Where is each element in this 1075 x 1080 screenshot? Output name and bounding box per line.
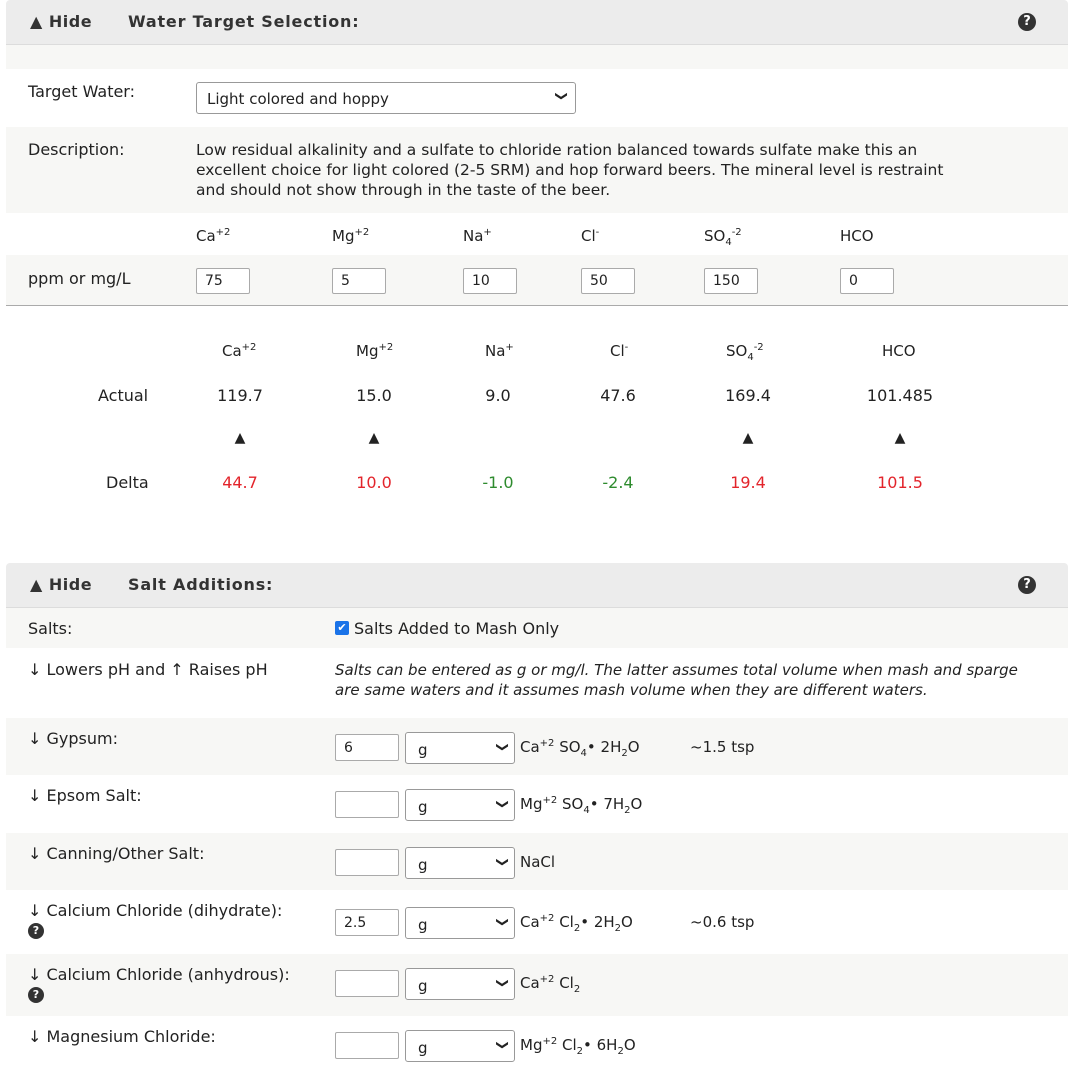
salt-label-text: ↓ Calcium Chloride (dihydrate): — [28, 901, 283, 920]
water-hide-toggle[interactable]: ▲ Hide — [30, 12, 93, 31]
result-ion-na: Na+ — [485, 342, 514, 360]
description-text: Low residual alkalinity and a sulfate to chloride ration balanced towards sulfate make this an excellent choice for light colored (2-5 SRM) and hop forward beers. The mineral level is restraint and should not show through in the taste of the beer. — [196, 141, 944, 199]
salt-label-text: ↓ Magnesium Chloride: — [28, 1027, 216, 1046]
salt-unit-value: g — [418, 1039, 428, 1057]
salt-label-text: ↓ Epsom Salt: — [28, 786, 142, 805]
chevron-down-icon: ❯ — [495, 916, 510, 928]
salt-formula: $Mg^{+2}$ $SO_4•$ $7H_2O$ — [520, 795, 643, 816]
salt-formula: $Ca^{+2}$ $Cl_2•$ $2H_2O$ — [520, 913, 633, 934]
question-circle-icon[interactable]: ? — [28, 923, 44, 939]
target-water-select[interactable] — [196, 82, 576, 114]
salt-unit-value: g — [418, 916, 428, 934]
salt-additions-title: Salt Additions: — [128, 575, 274, 594]
arrow-up-icon: ▲ — [368, 430, 380, 446]
question-circle-icon[interactable]: ? — [1018, 13, 1036, 31]
result-ion-ca: $Ca^{+2}$ — [222, 342, 257, 360]
salt-label-text: ↓ Canning/Other Salt: — [28, 844, 205, 863]
description-row — [6, 127, 1068, 213]
ion-label-hco: HCO — [840, 227, 874, 245]
arrow-up-icon: ▲ — [234, 430, 246, 446]
salt-unit-value: g — [418, 977, 428, 995]
salt-unit-select[interactable] — [405, 1030, 515, 1062]
salt-additions-header[interactable] — [6, 563, 1068, 608]
delta-value: 19.4 — [730, 473, 766, 492]
delta-value: -2.4 — [602, 473, 634, 492]
salt-label — [28, 787, 298, 805]
salt-amount-input[interactable] — [335, 909, 399, 936]
chevron-down-icon: ❯ — [495, 856, 510, 868]
chevron-down-icon: ❯ — [495, 798, 510, 810]
salt-label — [28, 966, 298, 1003]
result-ion-hco: HCO — [882, 342, 916, 360]
salts-label: Salts: — [28, 619, 73, 638]
arrow-up-icon: ▲ — [894, 430, 906, 446]
salt-label — [28, 845, 298, 863]
ion-label-mg: $Mg^{+2}$ — [332, 227, 370, 245]
salt-row — [6, 833, 1068, 890]
question-circle-icon[interactable]: ? — [28, 987, 44, 1003]
actual-value: 47.6 — [600, 386, 636, 405]
ppm-label: ppm or mg/L — [28, 269, 131, 288]
salt-amount-input[interactable] — [335, 1032, 399, 1059]
salt-unit-select[interactable] — [405, 789, 515, 821]
salt-formula: $Ca^{+2}$ $Cl_2$ — [520, 974, 581, 995]
salt-unit-value: g — [418, 741, 428, 759]
salt-label — [28, 902, 298, 939]
ion-label-ca: $Ca^{+2}$ — [196, 227, 231, 245]
ion-label-so4: $SO_4^{-2}$ — [704, 227, 742, 248]
salt-unit-value: g — [418, 798, 428, 816]
chevron-down-icon: ❯ — [554, 90, 569, 102]
ion-label-cl: Cl- — [581, 227, 600, 245]
salt-formula: $Ca^{+2}$ $SO_4•$ $2H_2O$ — [520, 738, 640, 759]
chevron-down-icon: ❯ — [495, 1039, 510, 1051]
result-ion-so4: $SO_4^{-2}$ — [726, 342, 764, 363]
salt-row — [6, 775, 1068, 833]
target-water-value: Light colored and hoppy — [207, 90, 389, 108]
results-table — [6, 306, 1068, 563]
question-circle-icon[interactable]: ? — [1018, 576, 1036, 594]
actual-value: 9.0 — [485, 386, 511, 405]
salt-row — [6, 718, 1068, 775]
chevron-down-icon: ❯ — [495, 741, 510, 753]
description-label: Description: — [28, 140, 125, 159]
ppm-input-so4[interactable] — [704, 268, 758, 294]
actual-label: Actual — [98, 386, 149, 405]
ppm-input-ca[interactable] — [196, 268, 250, 294]
actual-value: 15.0 — [356, 386, 392, 405]
salt-amount-input[interactable] — [335, 734, 399, 761]
salt-unit-select[interactable] — [405, 732, 515, 764]
actual-value: 119.7 — [217, 386, 263, 405]
salt-tsp: ~1.5 tsp — [690, 738, 755, 756]
salt-label-text: ↓ Calcium Chloride (anhydrous): — [28, 965, 290, 984]
salt-hide-toggle[interactable]: ▲ Hide — [30, 575, 93, 594]
salt-unit-value: g — [418, 856, 428, 874]
salt-label — [28, 1028, 298, 1046]
ppm-input-na[interactable] — [463, 268, 517, 294]
mash-only-label[interactable]: Salts Added to Mash Only — [354, 619, 560, 638]
salt-unit-select[interactable] — [405, 847, 515, 879]
actual-value: 101.485 — [866, 386, 934, 405]
chevron-down-icon: ❯ — [495, 977, 510, 989]
salt-row — [6, 1016, 1068, 1078]
salt-amount-input[interactable] — [335, 791, 399, 818]
ppm-input-hco[interactable] — [840, 268, 894, 294]
ion-label-na: Na+ — [463, 227, 492, 245]
ppm-row — [6, 255, 1068, 306]
delta-value: 44.7 — [222, 473, 258, 492]
ph-note-row — [6, 648, 1068, 718]
salts-row — [6, 608, 1068, 648]
ion-header-row — [6, 213, 1068, 255]
salt-unit-select[interactable] — [405, 968, 515, 1000]
target-water-row — [6, 69, 1068, 127]
delta-value: -1.0 — [482, 473, 514, 492]
delta-value: 101.5 — [877, 473, 923, 492]
delta-label: Delta — [106, 473, 149, 492]
target-water-label: Target Water: — [28, 82, 135, 101]
salt-formula: NaCl — [520, 853, 556, 871]
water-target-header[interactable] — [6, 0, 1068, 45]
result-ion-cl: Cl- — [610, 342, 629, 360]
salt-unit-select[interactable] — [405, 907, 515, 939]
salt-amount-input[interactable] — [335, 849, 399, 876]
salt-label — [28, 730, 298, 748]
salt-formula: $Mg^{+2}$ $Cl_2•$ $6H_2O$ — [520, 1036, 636, 1057]
actual-value: 169.4 — [725, 386, 771, 405]
arrow-up-icon: ▲ — [742, 430, 754, 446]
salt-label-text: ↓ Gypsum: — [28, 729, 118, 748]
water-calculator — [6, 0, 1068, 1078]
salt-row — [6, 890, 1068, 954]
result-ion-mg: $Mg^{+2}$ — [356, 342, 394, 360]
delta-value: 10.0 — [356, 473, 392, 492]
salt-amount-input[interactable] — [335, 970, 399, 997]
mash-only-checkbox[interactable]: ✔ — [335, 621, 349, 635]
salt-note: Salts can be entered as g or mg/l. The latter assumes total volume when mash and sparge are same waters and it assumes mash volume when they are different waters. — [335, 661, 1018, 699]
ppm-input-cl[interactable] — [581, 268, 635, 294]
salt-tsp: ~0.6 tsp — [690, 913, 755, 931]
ph-label: ↓ Lowers pH and ↑ Raises pH — [28, 660, 268, 679]
salt-row — [6, 954, 1068, 1016]
water-target-title: Water Target Selection: — [128, 12, 360, 31]
ppm-input-mg[interactable] — [332, 268, 386, 294]
